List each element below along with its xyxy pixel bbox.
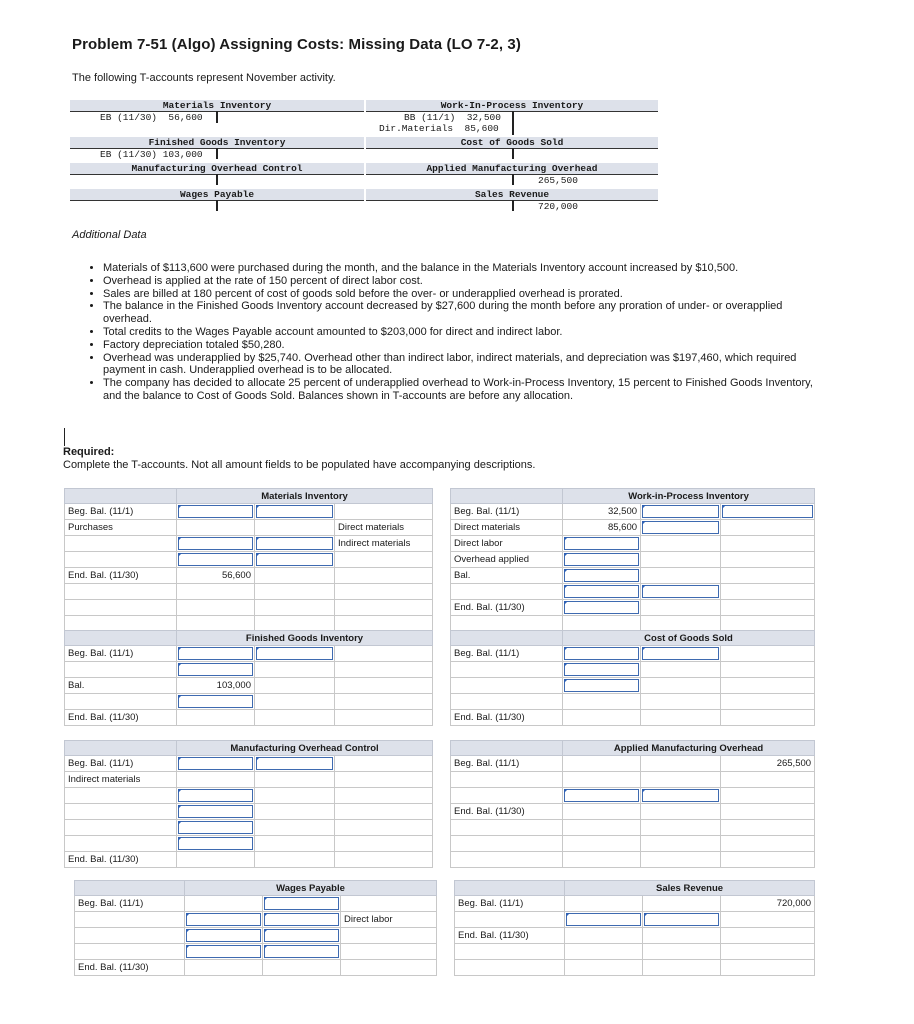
list-item: • The company has decided to allocate 25 percent of underapplied overhead to Work-in-Process Inventory, 15 percent to Finished Goods Inventory, and the balance to Cost of Goods Sold. Balances shown in T-accounts are before any allocation. [103,377,828,403]
wip-direct-materials-label: Direct materials [451,520,563,536]
given-sales-revenue-value: 720,000 [538,201,578,212]
wages-payable-title: Wages Payable [185,881,437,896]
materials-end-bal-value: 56,600 [177,568,255,584]
cogs-credit-input[interactable] [641,646,721,662]
problem-title: Problem 7-51 (Algo) Assigning Costs: Missing Data (LO 7-2, 3) [72,36,521,53]
wip-debit-input[interactable] [563,536,641,552]
list-item: • Overhead is applied at the rate of 150 percent of direct labor cost. [103,275,828,288]
materials-credit-input[interactable] [255,552,335,568]
fg-debit-input[interactable] [177,694,255,710]
given-mfg-overhead-control-header: Manufacturing Overhead Control [70,163,364,174]
materials-direct-materials-label: Direct materials [335,520,433,536]
materials-indirect-materials-label: Indirect materials [335,536,433,552]
moc-debit-input[interactable] [177,788,255,804]
fg-debit-input[interactable] [177,662,255,678]
given-applied-mfg-overhead-value: 265,500 [538,175,578,186]
given-wip-inventory-line2: Dir.Materials 85,600 [379,123,499,134]
moc-end-bal-label: End. Bal. (11/30) [65,852,177,868]
wip-credit-input[interactable] [641,504,721,520]
moc-credit-input[interactable] [255,756,335,772]
given-wip-inventory-line1: BB (11/1) 32,500 [404,112,501,123]
given-taccount-divider [216,148,218,159]
given-wip-inventory-header: Work-In-Process Inventory [366,100,658,111]
materials-inventory-title: Materials Inventory [177,489,433,504]
wages-debit-input[interactable] [185,912,263,928]
list-item: • Factory depreciation totaled $50,280. [103,339,828,352]
given-taccount-divider [512,174,514,185]
sales-debit-input[interactable] [565,912,643,928]
materials-debit-input[interactable] [177,552,255,568]
cogs-title: Cost of Goods Sold [563,631,815,646]
fg-credit-input[interactable] [255,646,335,662]
moc-indirect-materials-label: Indirect materials [65,772,177,788]
given-finished-goods-header: Finished Goods Inventory [70,137,364,148]
cogs-end-bal-label: End. Bal. (11/30) [451,710,563,726]
given-taccount-divider [216,111,218,123]
taccount-grid-overhead [64,740,815,868]
taccount-grid-materials-wip [64,488,815,632]
given-sales-revenue-header: Sales Revenue [366,189,658,200]
amo-beg-bal-value: 265,500 [721,756,815,772]
wip-direct-labor-label: Direct labor [451,536,563,552]
wip-inventory-title: Work-in-Process Inventory [563,489,815,504]
given-taccount-divider [512,200,514,211]
given-taccount-divider [512,148,514,159]
given-applied-mfg-overhead-header: Applied Manufacturing Overhead [366,163,658,174]
wip-bal-label: Bal. [451,568,563,584]
wages-debit-input[interactable] [185,944,263,960]
wages-credit-input[interactable] [263,928,341,944]
materials-credit-input[interactable] [255,504,335,520]
cogs-debit-input[interactable] [563,678,641,694]
additional-data-label: Additional Data [72,229,147,241]
required-text: Complete the T-accounts. Not all amount fields to be populated have accompanying descriptions. [63,459,536,471]
wages-debit-input[interactable] [185,928,263,944]
sales-beg-bal-label: Beg. Bal. (11/1) [455,896,565,912]
sales-beg-bal-value: 720,000 [721,896,815,912]
amo-credit-input[interactable] [641,788,721,804]
moc-debit-input[interactable] [177,820,255,836]
sales-revenue-title: Sales Revenue [565,881,815,896]
given-materials-inventory-line: EB (11/30) 56,600 [100,112,203,123]
wip-debit-input[interactable] [563,568,641,584]
amo-end-bal-label: End. Bal. (11/30) [451,804,563,820]
cogs-debit-input[interactable] [563,662,641,678]
wages-credit-input[interactable] [263,912,341,928]
materials-end-bal-label: End. Bal. (11/30) [65,568,177,584]
fg-end-bal-label: End. Bal. (11/30) [65,710,177,726]
wip-beg-bal-label: Beg. Bal. (11/1) [451,504,563,520]
wip-end-bal-label: End. Bal. (11/30) [451,600,563,616]
materials-purchases-label: Purchases [65,520,177,536]
fg-bal-label: Bal. [65,678,177,694]
wages-credit-input[interactable] [263,944,341,960]
list-item: • Sales are billed at 180 percent of cost of goods sold before the over- or underapplied overhead is prorated. [103,288,828,301]
amo-debit-input[interactable] [563,788,641,804]
fg-beg-bal-input[interactable] [177,646,255,662]
given-taccount-divider [216,174,218,185]
given-cogs-header: Cost of Goods Sold [366,137,658,148]
materials-credit-input[interactable] [255,536,335,552]
wages-beg-bal-label: Beg. Bal. (11/1) [75,896,185,912]
mfg-overhead-control-title: Manufacturing Overhead Control [177,741,433,756]
wages-beg-bal-input[interactable] [263,896,341,912]
wip-overhead-applied-label: Overhead applied [451,552,563,568]
given-taccount-divider [216,200,218,211]
taccount-grid-wages-sales [74,880,815,976]
applied-mfg-overhead-title: Applied Manufacturing Overhead [563,741,815,756]
sales-end-bal-label: End. Bal. (11/30) [455,928,565,944]
wip-credit-input[interactable] [641,520,721,536]
wip-end-bal-input[interactable] [563,600,641,616]
amo-beg-bal-label: Beg. Bal. (11/1) [451,756,563,772]
cogs-beg-bal-input[interactable] [563,646,641,662]
given-materials-inventory-header: Materials Inventory [70,100,364,111]
given-taccount-divider [512,111,514,135]
wip-beg-bal-value: 32,500 [563,504,641,520]
given-wages-payable-header: Wages Payable [70,189,364,200]
text-cursor [64,428,65,446]
moc-debit-input[interactable] [177,804,255,820]
list-item: • Overhead was underapplied by $25,740. Overhead other than indirect labor, indirect materials, and depreciation was $197,460, which required payment in cash. Underapplied overhead is to be allocated. [103,352,828,378]
intro-text: The following T-accounts represent November activity. [72,72,336,84]
given-finished-goods-line: EB (11/30) 103,000 [100,149,203,160]
fg-bal-value: 103,000 [177,678,255,694]
materials-beg-bal-label: Beg. Bal. (11/1) [65,504,177,520]
wip-credit-label-input[interactable] [721,504,815,520]
wages-direct-labor-label: Direct labor [341,912,437,928]
wip-direct-materials-value: 85,600 [563,520,641,536]
moc-beg-bal-label: Beg. Bal. (11/1) [65,756,177,772]
list-item: • Total credits to the Wages Payable account amounted to $203,000 for direct and indirect labor. [103,326,828,339]
additional-data-list [88,262,828,403]
taccount-grid-finished-goods-cogs [64,630,815,726]
wip-debit-input[interactable] [563,552,641,568]
moc-beg-bal-input[interactable] [177,756,255,772]
required-label: Required: [63,446,115,458]
moc-debit-input[interactable] [177,836,255,852]
wip-debit-input[interactable] [563,584,641,600]
wages-end-bal-label: End. Bal. (11/30) [75,960,185,976]
wip-credit-input[interactable] [641,584,721,600]
sales-credit-input[interactable] [643,912,721,928]
materials-debit-input[interactable] [177,536,255,552]
materials-beg-bal-debit-input[interactable] [177,504,255,520]
cogs-beg-bal-label: Beg. Bal. (11/1) [451,646,563,662]
list-item: • Materials of $113,600 were purchased during the month, and the balance in the Materials Inventory account increased by $10,500. [103,262,828,275]
fg-beg-bal-label: Beg. Bal. (11/1) [65,646,177,662]
list-item: • The balance in the Finished Goods Inventory account decreased by $27,600 during the month before any proration of under- or overapplied overhead. [103,300,828,326]
finished-goods-title: Finished Goods Inventory [177,631,433,646]
